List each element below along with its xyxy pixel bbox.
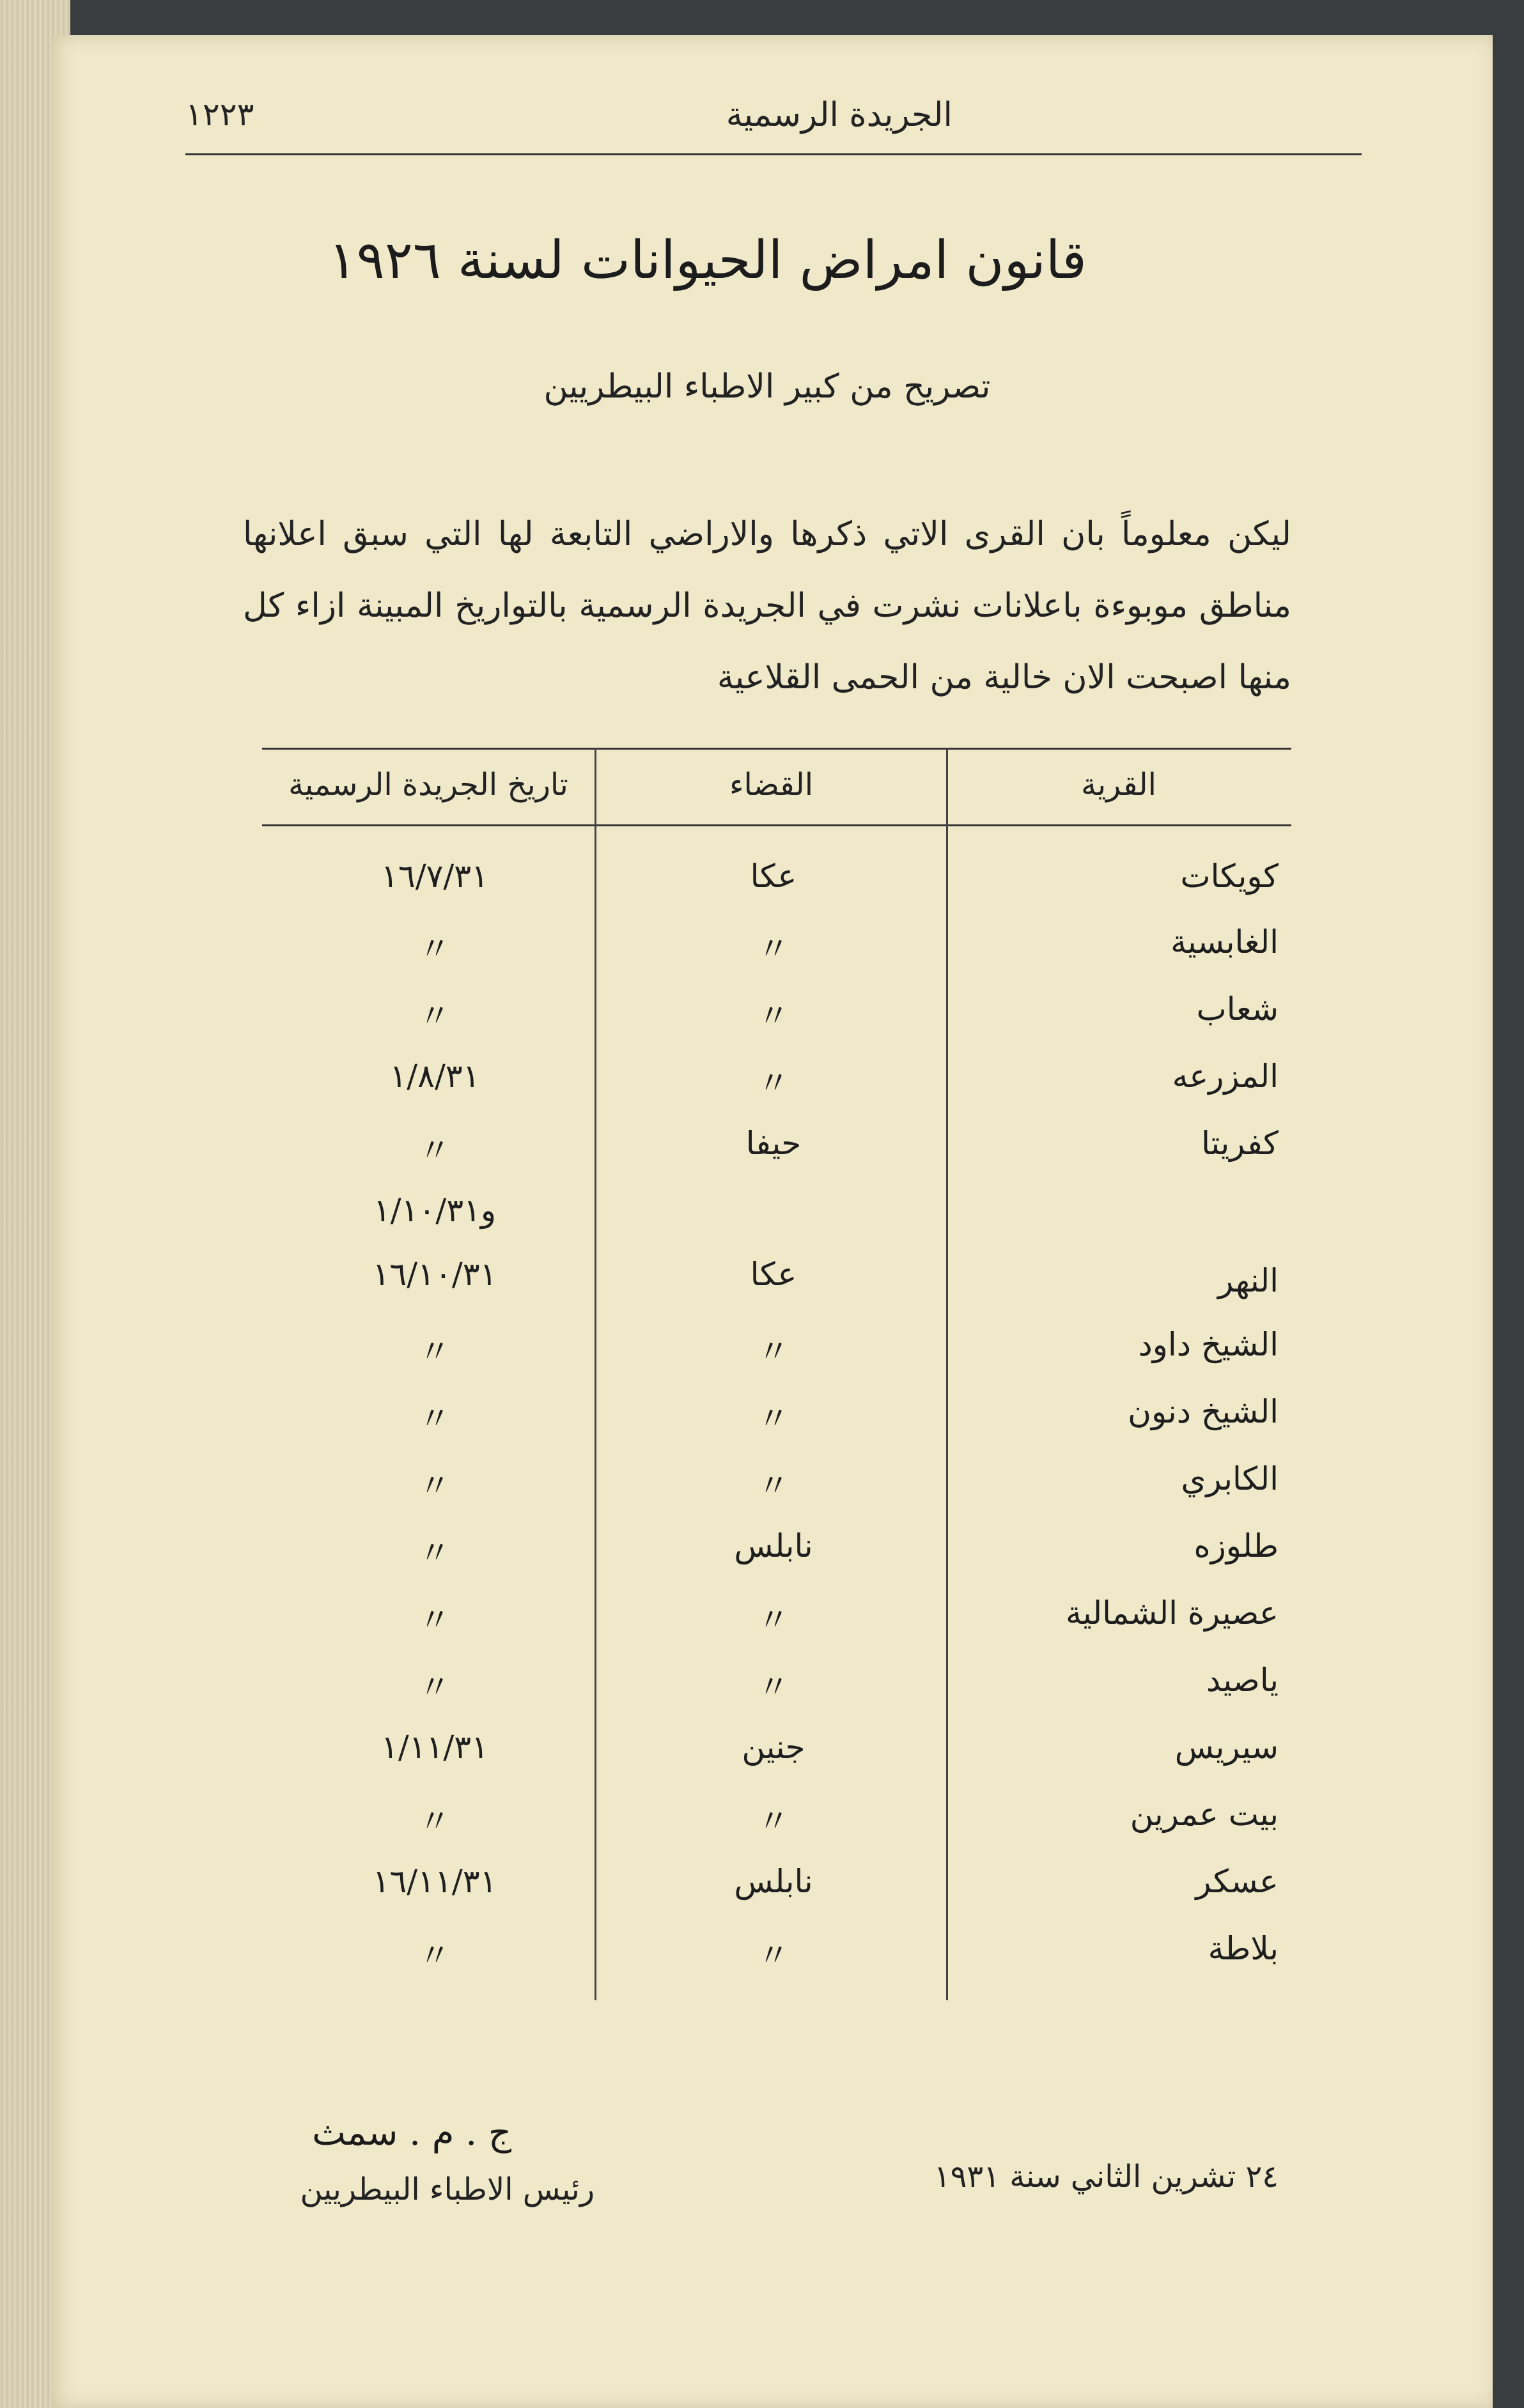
column-divider-right bbox=[946, 748, 948, 2000]
gazette-title: الجريدة الرسمية bbox=[726, 96, 952, 134]
date-cell: 〃 bbox=[419, 1534, 451, 1571]
village-cell: ياصيد bbox=[1206, 1662, 1279, 1699]
date-cell: 〃 bbox=[419, 1400, 451, 1437]
table-top-rule bbox=[262, 748, 1291, 750]
district-cell: 〃 bbox=[758, 1333, 789, 1370]
date-cell: 〃 bbox=[419, 1669, 451, 1706]
district-cell: 〃 bbox=[758, 1803, 789, 1840]
law-title: قانون امراض الحيوانات لسنة ١٩٢٦ bbox=[328, 230, 1087, 291]
village-cell: المزرعه bbox=[1172, 1058, 1279, 1095]
district-cell: 〃 bbox=[758, 1669, 789, 1706]
village-cell: كفريتا bbox=[1201, 1125, 1279, 1162]
date-cell: ١٦/١٠/٣١ bbox=[372, 1256, 497, 1293]
date-cell: ١٦/١١/٣١ bbox=[372, 1863, 497, 1900]
issue-date: ٢٤ تشرين الثاني سنة ١٩٣١ bbox=[933, 2159, 1279, 2195]
district-cell: نابلس bbox=[734, 1527, 813, 1564]
signature-name: ج . م . سمث bbox=[312, 2112, 511, 2154]
table-header-rule bbox=[262, 824, 1291, 826]
district-cell: 〃 bbox=[758, 1065, 789, 1102]
column-divider-left bbox=[595, 748, 596, 2000]
date-cell: 〃 bbox=[419, 1937, 451, 1974]
declaration-paragraph: ليكن معلوماً بان القرى الاتي ذكرها والاراضي التابعة لها التي سبق اعلانها مناطق موبوءة باعلانات نشرت في الجريدة الرسمية بالتواريخ المبينة ازاء كل منها اصبحت الان خالية من الحمى القلاعية bbox=[243, 515, 1291, 697]
date-cell: ١/١١/٣١ bbox=[381, 1729, 488, 1766]
district-cell: 〃 bbox=[758, 1467, 789, 1504]
village-cell: الشيخ دنون bbox=[1128, 1393, 1279, 1430]
date-cell: و١/١٠/٣١ bbox=[373, 1192, 497, 1229]
district-cell: جنين bbox=[742, 1729, 805, 1766]
date-cell: 〃 bbox=[419, 1467, 451, 1504]
district-cell: نابلس bbox=[734, 1863, 813, 1900]
village-cell: النهر bbox=[1218, 1262, 1279, 1299]
village-cell: الكابري bbox=[1181, 1460, 1279, 1497]
declaration-subtitle: تصريح من كبير الاطباء البيطريين bbox=[543, 367, 991, 406]
district-cell: 〃 bbox=[758, 1937, 789, 1974]
header-date: تاريخ الجريدة الرسمية bbox=[288, 767, 568, 803]
district-cell: 〃 bbox=[758, 1400, 789, 1437]
village-cell: الشيخ داود bbox=[1138, 1326, 1279, 1363]
district-cell: 〃 bbox=[758, 930, 789, 968]
villages-table bbox=[262, 748, 1291, 2000]
village-cell: عسكر bbox=[1195, 1863, 1279, 1900]
date-cell: ١٦/٧/٣١ bbox=[381, 858, 488, 895]
date-cell: 〃 bbox=[419, 1333, 451, 1370]
header-district: القضاء bbox=[729, 767, 814, 803]
date-cell: 〃 bbox=[419, 1132, 451, 1169]
date-cell: 〃 bbox=[419, 930, 451, 968]
header-village: القرية bbox=[1081, 767, 1156, 803]
district-cell: عكا bbox=[750, 1256, 797, 1293]
signature-title: رئيس الاطباء البيطريين bbox=[300, 2172, 595, 2207]
district-cell: حيفا bbox=[745, 1125, 802, 1162]
date-cell: 〃 bbox=[419, 1803, 451, 1840]
district-cell: عكا bbox=[750, 858, 797, 895]
district-cell: 〃 bbox=[758, 998, 789, 1035]
village-cell: بيت عمرين bbox=[1130, 1796, 1279, 1833]
village-cell: عصيرة الشمالية bbox=[1066, 1594, 1279, 1632]
village-cell: بلاطة bbox=[1208, 1930, 1279, 1967]
village-cell: سيريس bbox=[1174, 1729, 1279, 1766]
page-header bbox=[185, 96, 1362, 155]
village-cell: الغابسية bbox=[1170, 923, 1279, 961]
date-cell: 〃 bbox=[419, 998, 451, 1035]
page-number: ١٢٢٣ bbox=[185, 96, 254, 133]
date-cell: 〃 bbox=[419, 1601, 451, 1639]
date-cell: ١/٨/٣١ bbox=[389, 1058, 480, 1095]
village-cell: كويكات bbox=[1180, 858, 1279, 895]
village-cell: شعاب bbox=[1196, 991, 1279, 1028]
village-cell: طلوزه bbox=[1194, 1527, 1279, 1564]
district-cell: 〃 bbox=[758, 1601, 789, 1639]
